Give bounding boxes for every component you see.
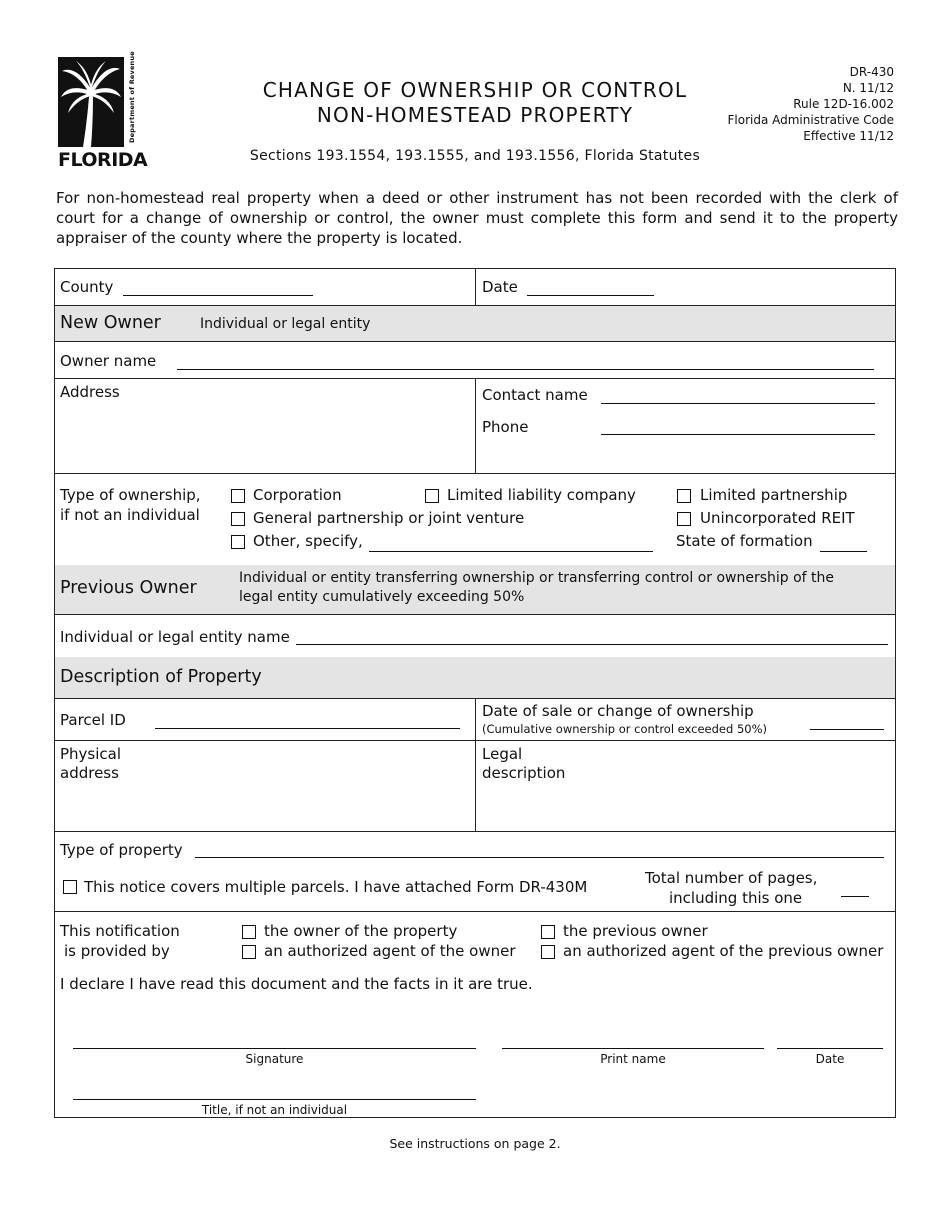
agent-owner-option-label: an authorized agent of the owner: [264, 942, 516, 960]
property-type-label: Type of property: [60, 841, 183, 859]
signature-label: Signature: [245, 1052, 304, 1066]
entity-name-row: [55, 614, 895, 657]
new-owner-title: New Owner: [60, 313, 161, 333]
contact-name-input[interactable]: [601, 403, 875, 404]
physical-address-label-1: Physical: [60, 745, 122, 763]
state-formation-label: State of formation: [676, 532, 813, 550]
previous-owner-header: [55, 565, 895, 614]
state-formation-input[interactable]: [820, 551, 867, 552]
owner-option-label: the owner of the property: [264, 922, 458, 940]
title-label: Title, if not an individual: [201, 1103, 348, 1117]
form-number: DR-430: [849, 65, 894, 79]
new-owner-subtitle: Individual or legal entity: [200, 316, 371, 332]
phone-input[interactable]: [601, 434, 875, 435]
parcel-id-label: Parcel ID: [60, 711, 126, 729]
legal-description-label-1: Legal: [482, 745, 523, 763]
signature-line[interactable]: [73, 1048, 476, 1049]
owner-name-label: Owner name: [60, 352, 157, 370]
parcel-row: [55, 699, 895, 741]
intro-text: For non-homestead real property when a deed or other instrument has not been recorded with the clerk of court for a change of ownership or control, the owner must complete this form and send it to the property appraiser of the county where the property is located.: [56, 189, 898, 247]
florida-dor-logo: [58, 51, 148, 172]
ownership-type-label-1: Type of ownership,: [60, 486, 201, 504]
county-label: County: [60, 278, 114, 296]
provided-by-label-1: This notification: [60, 922, 180, 940]
agent-previous-owner-checkbox[interactable]: [541, 945, 555, 959]
address-row: [55, 379, 895, 474]
provided-by-label-2: is provided by: [64, 942, 170, 960]
multiple-parcels-label: This notice covers multiple parcels. I have attached Form DR-430M: [84, 878, 588, 896]
contact-name-label: Contact name: [482, 386, 588, 404]
ownership-type-row: [55, 474, 895, 565]
entity-name-input[interactable]: [296, 644, 888, 645]
owner-checkbox[interactable]: [242, 925, 256, 939]
form-meta: [727, 64, 894, 144]
property-type-input[interactable]: [195, 857, 884, 858]
form-title-line2: NON-HOMESTEAD PROPERTY: [316, 103, 634, 127]
description-title: Description of Property: [60, 667, 262, 687]
agent-owner-checkbox[interactable]: [242, 945, 256, 959]
owner-name-row: [55, 342, 895, 379]
previous-owner-option-label: the previous owner: [563, 922, 708, 940]
footer-note: See instructions on page 2.: [389, 1136, 561, 1151]
statutes: Sections 193.1554, 193.1555, and 193.1556, Florida Statutes: [249, 148, 701, 164]
date-sale-note: (Cumulative ownership or control exceeded 50%): [482, 722, 768, 736]
ownership-type-label-2: if not an individual: [60, 506, 200, 524]
reit-checkbox[interactable]: [677, 512, 691, 526]
reit-label: Unincorporated REIT: [700, 509, 855, 527]
llc-label: Limited liability company: [447, 486, 636, 504]
corporation-label: Corporation: [253, 486, 342, 504]
palm-tree-icon: [58, 57, 124, 147]
phone-label: Phone: [482, 418, 529, 436]
date-sale-input[interactable]: [810, 729, 884, 730]
physical-legal-row: [55, 741, 895, 832]
legal-description-label-2: description: [482, 764, 566, 782]
county-date-row: [55, 269, 895, 306]
address-label: Address: [60, 383, 120, 401]
limited-partnership-label: Limited partnership: [700, 486, 848, 504]
total-pages-label-2: including this one: [669, 889, 803, 907]
total-pages-label-1: Total number of pages,: [645, 869, 818, 887]
print-name-line[interactable]: [502, 1048, 764, 1049]
signature-date-label: Date: [815, 1052, 845, 1066]
print-name-label: Print name: [600, 1052, 666, 1066]
other-checkbox[interactable]: [231, 535, 245, 549]
logo-side-text: Department of Revenue: [128, 51, 136, 143]
total-pages-input[interactable]: [841, 896, 869, 897]
signature-section: [55, 912, 895, 1119]
other-specify-input[interactable]: [369, 551, 653, 552]
form-rule: Rule 12D-16.002: [793, 97, 894, 111]
title-line[interactable]: [73, 1099, 476, 1100]
logo-word: FLORIDA: [58, 149, 148, 171]
date-label: Date: [482, 278, 518, 296]
form-title-line1: CHANGE OF OWNERSHIP OR CONTROL: [262, 78, 688, 102]
previous-owner-title: Previous Owner: [60, 578, 197, 598]
entity-name-label: Individual or legal entity name: [60, 628, 290, 646]
form-table: [54, 268, 896, 1118]
form-code: Florida Administrative Code: [727, 113, 894, 127]
new-owner-header: [55, 306, 895, 342]
date-sale-label: Date of sale or change of ownership: [482, 702, 754, 720]
form-revision: N. 11/12: [842, 81, 894, 95]
form-effective: Effective 11/12: [803, 129, 894, 143]
date-input[interactable]: [527, 295, 654, 296]
limited-partnership-checkbox[interactable]: [677, 489, 691, 503]
property-type-row: [55, 832, 895, 912]
previous-owner-subtitle-1: Individual or entity transferring ownership or transferring control or ownership of the: [239, 570, 835, 586]
county-input[interactable]: [123, 295, 313, 296]
general-partnership-checkbox[interactable]: [231, 512, 245, 526]
llc-checkbox[interactable]: [425, 489, 439, 503]
multiple-parcels-checkbox[interactable]: [63, 880, 77, 894]
agent-previous-owner-option-label: an authorized agent of the previous owner: [563, 942, 884, 960]
previous-owner-subtitle-2: legal entity cumulatively exceeding 50%: [239, 589, 525, 605]
parcel-id-input[interactable]: [155, 728, 460, 729]
previous-owner-checkbox[interactable]: [541, 925, 555, 939]
declaration-text: I declare I have read this document and the facts in it are true.: [60, 975, 533, 993]
description-header: [55, 657, 895, 699]
physical-address-label-2: address: [60, 764, 119, 782]
other-label: Other, specify,: [253, 532, 363, 550]
signature-date-line[interactable]: [777, 1048, 883, 1049]
general-partnership-label: General partnership or joint venture: [253, 509, 525, 527]
corporation-checkbox[interactable]: [231, 489, 245, 503]
owner-name-input[interactable]: [177, 369, 874, 370]
